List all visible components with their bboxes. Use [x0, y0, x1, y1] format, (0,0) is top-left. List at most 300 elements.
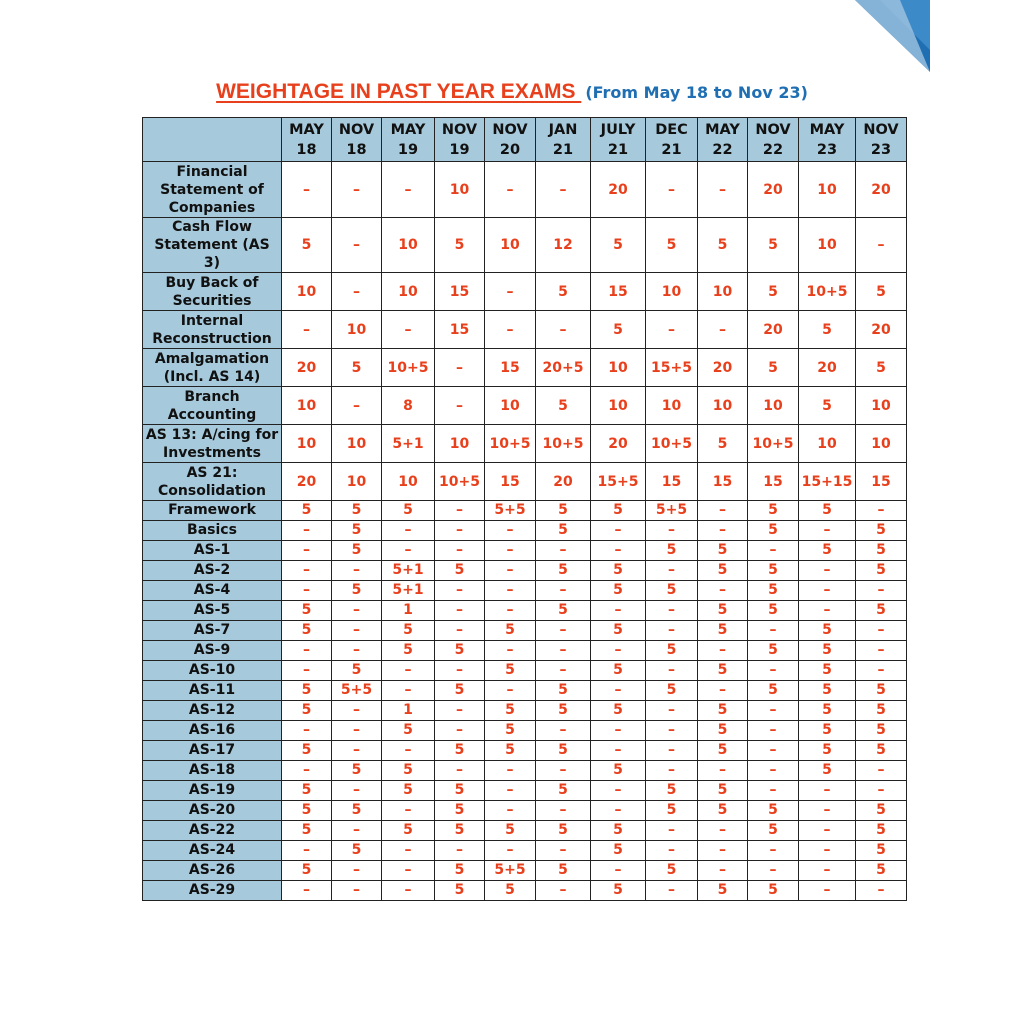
row-topic-line: AS-2 [193, 562, 231, 578]
weightage-cell: 15 [485, 463, 536, 501]
weightage-cell: – [485, 781, 536, 801]
weightage-cell: – [748, 541, 799, 561]
weightage-cell: 5 [748, 561, 799, 581]
row-topic-line: Companies [168, 199, 256, 216]
weightage-cell: – [748, 661, 799, 681]
weightage-cell: 5 [698, 621, 748, 641]
weightage-cell: 10 [646, 387, 698, 425]
row-topic [143, 425, 282, 463]
table-row [143, 661, 907, 681]
weightage-cell: – [332, 861, 382, 881]
row-topic-line: Buy Back of [165, 274, 259, 291]
weightage-cell: 5 [698, 601, 748, 621]
weightage-cell: 5 [748, 521, 799, 541]
row-topic [143, 463, 282, 501]
table-row [143, 425, 907, 463]
weightage-cell: 20 [856, 162, 907, 218]
weightage-cell: – [748, 761, 799, 781]
weightage-cell: – [485, 681, 536, 701]
weightage-cell: – [332, 387, 382, 425]
weightage-cell: 5 [485, 661, 536, 681]
weightage-cell: – [282, 661, 332, 681]
weightage-cell: 5 [748, 821, 799, 841]
column-header-year: 21 [552, 141, 574, 158]
weightage-cell: – [698, 162, 748, 218]
column-header-month: MAY [390, 121, 426, 138]
weightage-cell: 5 [799, 661, 856, 681]
weightage-cell: – [856, 581, 907, 601]
weightage-cell: – [435, 581, 485, 601]
weightage-cell: 15 [698, 463, 748, 501]
weightage-cell: – [646, 761, 698, 781]
weightage-cell: 5 [282, 741, 332, 761]
weightage-cell: – [435, 841, 485, 861]
weightage-cell: – [646, 601, 698, 621]
weightage-cell: – [382, 881, 435, 901]
row-topic-line: Reconstruction [152, 330, 272, 347]
weightage-cell: – [536, 761, 591, 781]
weightage-cell: – [856, 761, 907, 781]
weightage-cell: 5 [485, 721, 536, 741]
row-topic [143, 621, 282, 641]
weightage-cell: 5 [748, 349, 799, 387]
weightage-cell: – [646, 661, 698, 681]
weightage-cell: – [282, 721, 332, 741]
weightage-cell: 10 [332, 463, 382, 501]
column-header [698, 118, 748, 162]
row-topic-line: AS 13: A/cing for [145, 426, 279, 443]
weightage-cell: – [591, 741, 646, 761]
table-row [143, 881, 907, 901]
weightage-cell: – [282, 162, 332, 218]
weightage-cell: 5 [646, 781, 698, 801]
table-row [143, 463, 907, 501]
row-topic [143, 349, 282, 387]
weightage-cell: – [435, 721, 485, 741]
weightage-cell: 5 [799, 641, 856, 661]
weightage-cell: 5 [332, 581, 382, 601]
weightage-cell: 5 [856, 741, 907, 761]
weightage-cell: 10 [282, 387, 332, 425]
weightage-cell: 20 [282, 349, 332, 387]
weightage-cell: 5 [856, 601, 907, 621]
weightage-cell: – [332, 741, 382, 761]
column-header [485, 118, 536, 162]
row-topic [143, 501, 282, 521]
column-header [591, 118, 646, 162]
weightage-cell: 5 [282, 218, 332, 273]
weightage-cell: – [536, 881, 591, 901]
row-topic-line: Statement of [160, 181, 264, 198]
row-topic [143, 311, 282, 349]
weightage-cell: – [856, 501, 907, 521]
column-header-month: NOV [338, 121, 375, 138]
weightage-cell: – [856, 661, 907, 681]
weightage-cell: 10 [591, 349, 646, 387]
weightage-cell: – [536, 661, 591, 681]
weightage-cell: – [435, 521, 485, 541]
row-topic-line: Amalgamation [154, 350, 270, 367]
weightage-cell: – [485, 581, 536, 601]
weightage-cell: – [332, 561, 382, 581]
weightage-cell: 10 [485, 218, 536, 273]
row-topic-line: Consolidation [158, 482, 266, 499]
row-topic [143, 387, 282, 425]
row-topic [143, 541, 282, 561]
weightage-cell: 5 [748, 501, 799, 521]
weightage-cell: – [282, 841, 332, 861]
table-row [143, 821, 907, 841]
weightage-cell: – [485, 162, 536, 218]
weightage-cell: 10 [332, 311, 382, 349]
weightage-cell: 5 [646, 861, 698, 881]
weightage-cell: – [646, 721, 698, 741]
weightage-cell: – [646, 821, 698, 841]
weightage-cell: 5 [856, 273, 907, 311]
weightage-cell: – [856, 881, 907, 901]
weightage-cell: 1 [382, 601, 435, 621]
weightage-cell: 5 [382, 641, 435, 661]
row-topic [143, 841, 282, 861]
weightage-cell: – [591, 681, 646, 701]
weightage-cell: – [698, 821, 748, 841]
weightage-cell: – [332, 781, 382, 801]
row-topic-line: AS-29 [188, 882, 236, 898]
weightage-cell: 5 [382, 621, 435, 641]
column-header-year: 23 [870, 141, 892, 158]
weightage-cell: 5 [799, 311, 856, 349]
weightage-cell: 5 [591, 661, 646, 681]
row-topic-line: AS-7 [193, 622, 231, 638]
row-topic-line: Basics [187, 522, 237, 538]
weightage-cell: 10+5 [799, 273, 856, 311]
weightage-cell: 5 [856, 701, 907, 721]
row-topic [143, 561, 282, 581]
weightage-cell: – [382, 162, 435, 218]
table-row [143, 387, 907, 425]
weightage-cell: 5 [698, 561, 748, 581]
table-row [143, 621, 907, 641]
weightage-cell: – [536, 841, 591, 861]
row-topic [143, 781, 282, 801]
column-header [536, 118, 591, 162]
weightage-cell: 20 [282, 463, 332, 501]
column-header [282, 118, 332, 162]
column-header [332, 118, 382, 162]
weightage-cell: 5+1 [382, 425, 435, 463]
column-header-month: NOV [755, 121, 791, 138]
row-topic-line: Internal [180, 312, 244, 329]
weightage-cell: – [282, 881, 332, 901]
weightage-cell: 5 [282, 501, 332, 521]
weightage-cell: 10+5 [435, 463, 485, 501]
weightage-cell: 5 [799, 701, 856, 721]
weightage-cell: 5 [332, 541, 382, 561]
weightage-cell: 5 [435, 681, 485, 701]
weightage-cell: – [435, 701, 485, 721]
weightage-cell: 5 [698, 425, 748, 463]
column-header [748, 118, 799, 162]
weightage-cell: – [799, 521, 856, 541]
column-header-month: JAN [548, 121, 578, 138]
weightage-cell: – [382, 861, 435, 881]
weightage-cell: – [591, 521, 646, 541]
row-topic-line: AS-24 [188, 842, 236, 858]
weightage-cell: 5 [536, 781, 591, 801]
weightage-cell: – [646, 162, 698, 218]
column-header [435, 118, 485, 162]
weightage-cell: – [799, 601, 856, 621]
weightage-cell: – [856, 218, 907, 273]
weightage-cell: – [748, 621, 799, 641]
title-main: WEIGHTAGE IN PAST YEAR EXAMS [216, 80, 582, 103]
table-row [143, 273, 907, 311]
weightage-cell: – [646, 521, 698, 541]
weightage-cell: 5 [856, 521, 907, 541]
weightage-cell: 15 [485, 349, 536, 387]
column-header-month: NOV [441, 121, 478, 138]
weightage-cell: – [799, 841, 856, 861]
row-topic-line: AS-22 [188, 822, 236, 838]
weightage-cell: – [435, 501, 485, 521]
row-topic [143, 761, 282, 781]
weightage-cell: 10+5 [536, 425, 591, 463]
weightage-cell: – [435, 349, 485, 387]
weightage-cell: 5 [646, 801, 698, 821]
weightage-cell: 5 [799, 681, 856, 701]
weightage-cell: 5 [856, 721, 907, 741]
weightage-cell: 10 [799, 218, 856, 273]
weightage-cell: 5 [799, 541, 856, 561]
table-row [143, 681, 907, 701]
weightage-cell: 5 [591, 881, 646, 901]
weightage-cell: – [332, 881, 382, 901]
weightage-cell: – [591, 641, 646, 661]
weightage-cell: – [591, 861, 646, 881]
row-topic-line: AS-11 [188, 682, 236, 698]
weightage-cell: – [591, 721, 646, 741]
weightage-cell: 5 [591, 311, 646, 349]
weightage-cell: 5 [856, 841, 907, 861]
weightage-cell: 5 [435, 218, 485, 273]
weightage-cell: 5 [536, 601, 591, 621]
weightage-cell: 5 [536, 273, 591, 311]
weightage-cell: – [646, 841, 698, 861]
weightage-cell: 5 [435, 561, 485, 581]
weightage-cell: – [646, 881, 698, 901]
weightage-cell: 5 [748, 581, 799, 601]
weightage-cell: 5 [646, 218, 698, 273]
row-topic-line: Framework [168, 502, 256, 518]
weightage-cell: – [382, 661, 435, 681]
weightage-cell: 5 [698, 881, 748, 901]
weightage-cell: 10 [382, 218, 435, 273]
weightage-cell: – [748, 741, 799, 761]
weightage-cell: 10 [856, 425, 907, 463]
weightage-cell: 20 [748, 311, 799, 349]
column-header-month: DEC [655, 121, 688, 138]
weightage-cell: 5 [382, 781, 435, 801]
weightage-cell: – [282, 311, 332, 349]
weightage-cell: – [748, 701, 799, 721]
weightage-cell: 5 [485, 701, 536, 721]
weightage-cell: 5+5 [646, 501, 698, 521]
weightage-cell: 5 [646, 581, 698, 601]
weightage-cell: 5 [856, 861, 907, 881]
weightage-cell: 5+5 [485, 861, 536, 881]
row-topic-line: AS-18 [188, 762, 236, 778]
weightage-cell: 15 [748, 463, 799, 501]
weightage-cell: 5 [485, 821, 536, 841]
weightage-cell: 5+5 [332, 681, 382, 701]
header-corner-cell [143, 118, 282, 162]
column-header-month: NOV [863, 121, 899, 138]
weightage-cell: 5 [799, 621, 856, 641]
weightage-cell: 5 [591, 821, 646, 841]
weightage-cell: – [536, 721, 591, 741]
weightage-cell: 5 [282, 821, 332, 841]
row-topic-line: AS-19 [188, 782, 236, 798]
table-row [143, 741, 907, 761]
weightage-cell: 5 [748, 641, 799, 661]
row-topic-line: Accounting [167, 406, 257, 423]
table-row [143, 641, 907, 661]
weightage-cell: 5 [856, 681, 907, 701]
weightage-cell: – [282, 561, 332, 581]
weightage-cell: 20 [856, 311, 907, 349]
weightage-cell: – [536, 541, 591, 561]
weightage-cell: 5 [382, 721, 435, 741]
weightage-cell: – [485, 761, 536, 781]
weightage-cell: – [332, 701, 382, 721]
weightage-cell: – [332, 621, 382, 641]
weightage-cell: – [646, 701, 698, 721]
weightage-cell: – [748, 781, 799, 801]
weightage-cell: 5 [536, 701, 591, 721]
column-header-year: 19 [449, 141, 470, 158]
weightage-cell: 5 [698, 721, 748, 741]
weightage-cell: – [435, 661, 485, 681]
weightage-cell: – [536, 621, 591, 641]
table-row [143, 601, 907, 621]
weightage-cell: 15 [435, 273, 485, 311]
weightage-cell: – [332, 641, 382, 661]
row-topic [143, 741, 282, 761]
page-title [0, 80, 1024, 104]
row-topic [143, 162, 282, 218]
weightage-cell: 5 [799, 721, 856, 741]
weightage-cell: – [382, 311, 435, 349]
weightage-cell: 5 [748, 881, 799, 901]
weightage-cell: 5 [435, 881, 485, 901]
weightage-cell: – [698, 861, 748, 881]
weightage-cell: 5+5 [485, 501, 536, 521]
weightage-cell: 5 [282, 861, 332, 881]
weightage-cell: 5 [856, 561, 907, 581]
weightage-cell: – [435, 761, 485, 781]
table-body [143, 162, 907, 901]
row-topic [143, 661, 282, 681]
row-topic-line: AS-1 [193, 542, 231, 558]
column-header [646, 118, 698, 162]
weightage-cell: – [856, 781, 907, 801]
weightage-cell: 12 [536, 218, 591, 273]
row-topic [143, 601, 282, 621]
weightage-cell: – [382, 741, 435, 761]
column-header-month: MAY [809, 121, 845, 138]
weightage-cell: 5 [591, 621, 646, 641]
weightage-cell: 5 [435, 781, 485, 801]
row-topic-line: AS-26 [188, 862, 236, 878]
weightage-cell: 5 [536, 741, 591, 761]
table-row [143, 841, 907, 861]
weightage-cell: 10+5 [382, 349, 435, 387]
weightage-cell: – [382, 801, 435, 821]
weightage-cell: – [591, 781, 646, 801]
weightage-cell: 10 [856, 387, 907, 425]
weightage-cell: 5 [591, 701, 646, 721]
weightage-cell: 10 [435, 425, 485, 463]
weightage-cell: 10 [382, 273, 435, 311]
table-row [143, 349, 907, 387]
weightage-cell: – [332, 218, 382, 273]
weightage-cell: – [332, 162, 382, 218]
weightage-cell: 5 [748, 801, 799, 821]
weightage-cell: – [435, 621, 485, 641]
weightage-cell: 10 [485, 387, 536, 425]
weightage-cell: 10 [698, 273, 748, 311]
weightage-cell: 5 [748, 681, 799, 701]
weightage-cell: – [282, 641, 332, 661]
weightage-cell: 5 [332, 661, 382, 681]
row-topic-line: AS-16 [188, 722, 236, 738]
weightage-cell: 5 [646, 641, 698, 661]
weightage-cell: 5 [698, 541, 748, 561]
weightage-cell: 5 [282, 601, 332, 621]
weightage-cell: – [799, 781, 856, 801]
weightage-cell: – [485, 641, 536, 661]
table-row [143, 561, 907, 581]
weightage-cell: – [799, 881, 856, 901]
weightage-cell: – [698, 581, 748, 601]
table-row [143, 501, 907, 521]
weightage-cell: – [382, 681, 435, 701]
weightage-cell: – [698, 841, 748, 861]
column-header-year: 22 [712, 141, 733, 158]
row-topic-line: Branch [184, 388, 240, 405]
table-row [143, 311, 907, 349]
weightage-cell: 5 [332, 501, 382, 521]
weightage-cell: – [591, 541, 646, 561]
row-topic [143, 721, 282, 741]
weightage-cell: – [282, 521, 332, 541]
column-header [856, 118, 907, 162]
weightage-cell: 5 [646, 681, 698, 701]
weightage-cell: – [698, 641, 748, 661]
weightage-cell: – [698, 311, 748, 349]
table-row [143, 521, 907, 541]
weightage-cell: 20 [748, 162, 799, 218]
weightage-cell: 5 [591, 841, 646, 861]
weightage-cell: 5 [332, 801, 382, 821]
weightage-cell: 5 [591, 761, 646, 781]
row-topic-line: Cash Flow [172, 219, 252, 235]
weightage-cell: – [698, 501, 748, 521]
weightage-cell: 10 [799, 162, 856, 218]
weightage-cell: 20 [591, 425, 646, 463]
weightage-cell: 8 [382, 387, 435, 425]
column-header-year: 21 [607, 141, 629, 158]
